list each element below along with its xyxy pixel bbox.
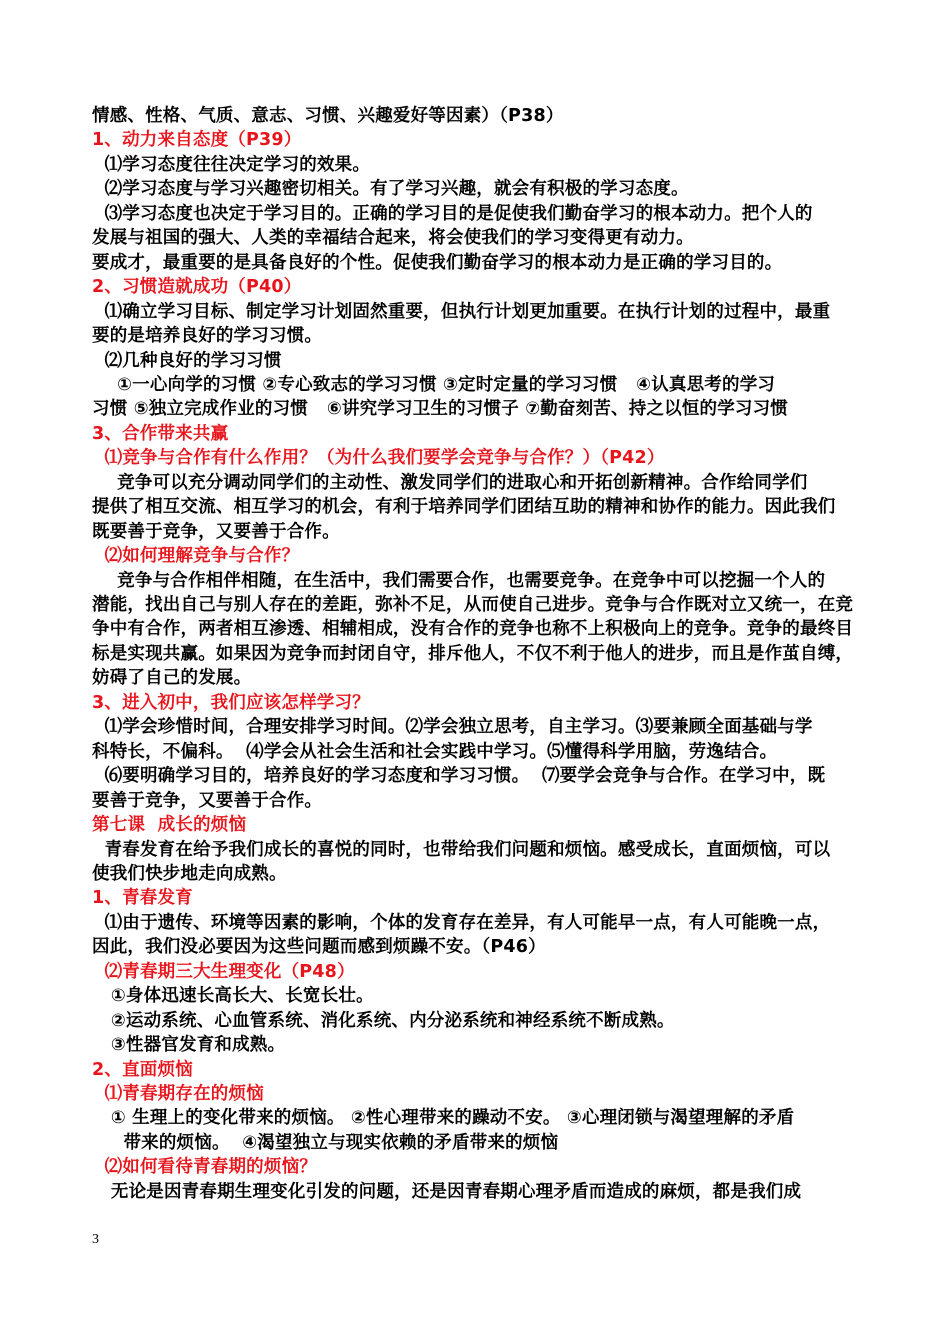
text-line: 要成才，最重要的是具备良好的个性。促使我们勤奋学习的根本动力是正确的学习目的。 [92, 252, 783, 273]
heading-line: ⑴青春期存在的烦恼 [92, 1084, 264, 1104]
text-line: ③性器官发育和成熟。 [92, 1035, 286, 1056]
text-line: 竞争可以充分调动同学们的主动性、激发同学们的进取心和开拓创新精神。合作给同学们 [92, 472, 808, 493]
page-number: 3 [92, 1232, 99, 1247]
text-line: 竞争与合作相伴相随，在生活中，我们需要合作，也需要竞争。在竞争中可以挖掘一个人的 [92, 570, 826, 591]
text-line: ⑴确立学习目标、制定学习计划固然重要，但执行计划更加重要。在执行计划的过程中，最重 [92, 301, 831, 322]
text-line: 发展与祖国的强大、人类的幸福结合起来，将会使我们的学习变得更有动力。 [92, 228, 694, 249]
text-line: 标是实现共赢。如果因为竞争而封闭自守，排斥他人，不仅不利于他人的进步，而且是作茧自缚， [92, 643, 854, 664]
text-line: 潜能，找出自己与别人存在的差距，弥补不足，从而使自己进步。竞争与合作既对立又统一，在竞 [92, 595, 854, 615]
text-line: 使我们快步地走向成熟。 [92, 863, 287, 884]
text-line: 情感、性格、气质、意志、习惯、兴趣爱好等因素）（P38） [92, 106, 564, 126]
text-line: ⑹要明确学习目的，培养良好的学习态度和学习习惯。 ⑺要学会竞争与合作。在学习中，既 [92, 766, 826, 787]
heading-line: 1、动力来自态度（P39） [92, 130, 302, 151]
text-line: ⑴学习态度往往决定学习的效果。 [92, 154, 371, 175]
heading-line: ⑴竞争与合作有什么作用？（为什么我们要学会竞争与合作？）（P42） [92, 448, 665, 469]
text-line: 要的是培养良好的学习习惯。 [92, 326, 323, 347]
text-line: 科特长，不偏科。 ⑷学会从社会生活和社会实践中学习。⑸懂得科学用脑，劳逸结合。 [92, 741, 778, 762]
text-line: ⑶学习态度也决定于学习目的。正确的学习目的是促使我们勤奋学习的根本动力。把个人的 [92, 203, 813, 224]
text-line: 要善于竞争，又要善于合作。 [92, 790, 323, 811]
text-line: ⑵学习态度与学习兴趣密切相关。有了学习兴趣，就会有积极的学习态度。 [92, 179, 689, 200]
text-line: ②运动系统、心血管系统、消化系统、内分泌系统和神经系统不断成熟。 [92, 1010, 675, 1031]
text-line: 因此，我们没必要因为这些问题而感到烦躁不安。（P46） [92, 937, 546, 958]
heading-line: 第七课 成长的烦恼 [92, 815, 247, 836]
text-line: ⑵几种良好的学习习惯 [92, 350, 282, 371]
text-line: 青春发育在给予我们成长的喜悦的同时，也带给我们问题和烦恼。感受成长，直面烦恼，可以 [92, 839, 831, 860]
heading-line: 1、青春发育 [92, 888, 193, 909]
text-line: ⑴由于遗传、环境等因素的影响，个体的发育存在差异，有人可能早一点，有人可能晚一点， [92, 912, 831, 933]
heading-line: 2、习惯造就成功（P40） [92, 277, 302, 298]
text-line: 争中有合作，两者相互渗透、相辅相成，没有合作的竞争也称不上积极向上的竞争。竞争的最终目 [92, 619, 854, 640]
text-line: ①一心向学的习惯 ②专心致志的学习习惯 ③定时定量的学习习惯 ④认真思考的学习 [92, 374, 776, 395]
text-line: ① 生理上的变化带来的烦恼。 ②性心理带来的躁动不安。 ③心理闭锁与渴望理解的矛盾 [92, 1108, 795, 1129]
heading-line: ⑵如何看待青春期的烦恼？ [92, 1157, 317, 1178]
text-line: ①身体迅速长高长大、长宽长壮。 [92, 986, 374, 1007]
heading-line: 3、合作带来共赢 [92, 423, 229, 444]
text-line: 无论是因青春期生理变化引发的问题，还是因青春期心理矛盾而造成的麻烦，都是我们成 [92, 1181, 802, 1202]
text-line: 提供了相互交流、相互学习的机会，有利于培养同学们团结互助的精神和协作的能力。因此我们 [92, 497, 836, 518]
text-line: 习惯 ⑤独立完成作业的习惯 ⑥讲究学习卫生的习惯子 ⑦勤奋刻苦、持之以恒的学习习惯 [92, 399, 789, 420]
text-line: 妨碍了自己的发展。 [92, 668, 252, 689]
text-line: ⑴学会珍惜时间，合理安排学习时间。⑵学会独立思考，自主学习。⑶要兼顾全面基础与学 [92, 717, 813, 738]
heading-line: 3、进入初中，我们应该怎样学习？ [92, 692, 370, 713]
text-line: 带来的烦恼。 ④渴望独立与现实依赖的矛盾带来的烦恼 [92, 1132, 559, 1153]
heading-line: 2、直面烦恼 [92, 1059, 193, 1080]
heading-line: ⑵如何理解竞争与合作？ [92, 546, 300, 567]
text-line: 既要善于竞争，又要善于合作。 [92, 521, 340, 542]
heading-line: ⑵青春期三大生理变化（P48） [92, 961, 355, 982]
